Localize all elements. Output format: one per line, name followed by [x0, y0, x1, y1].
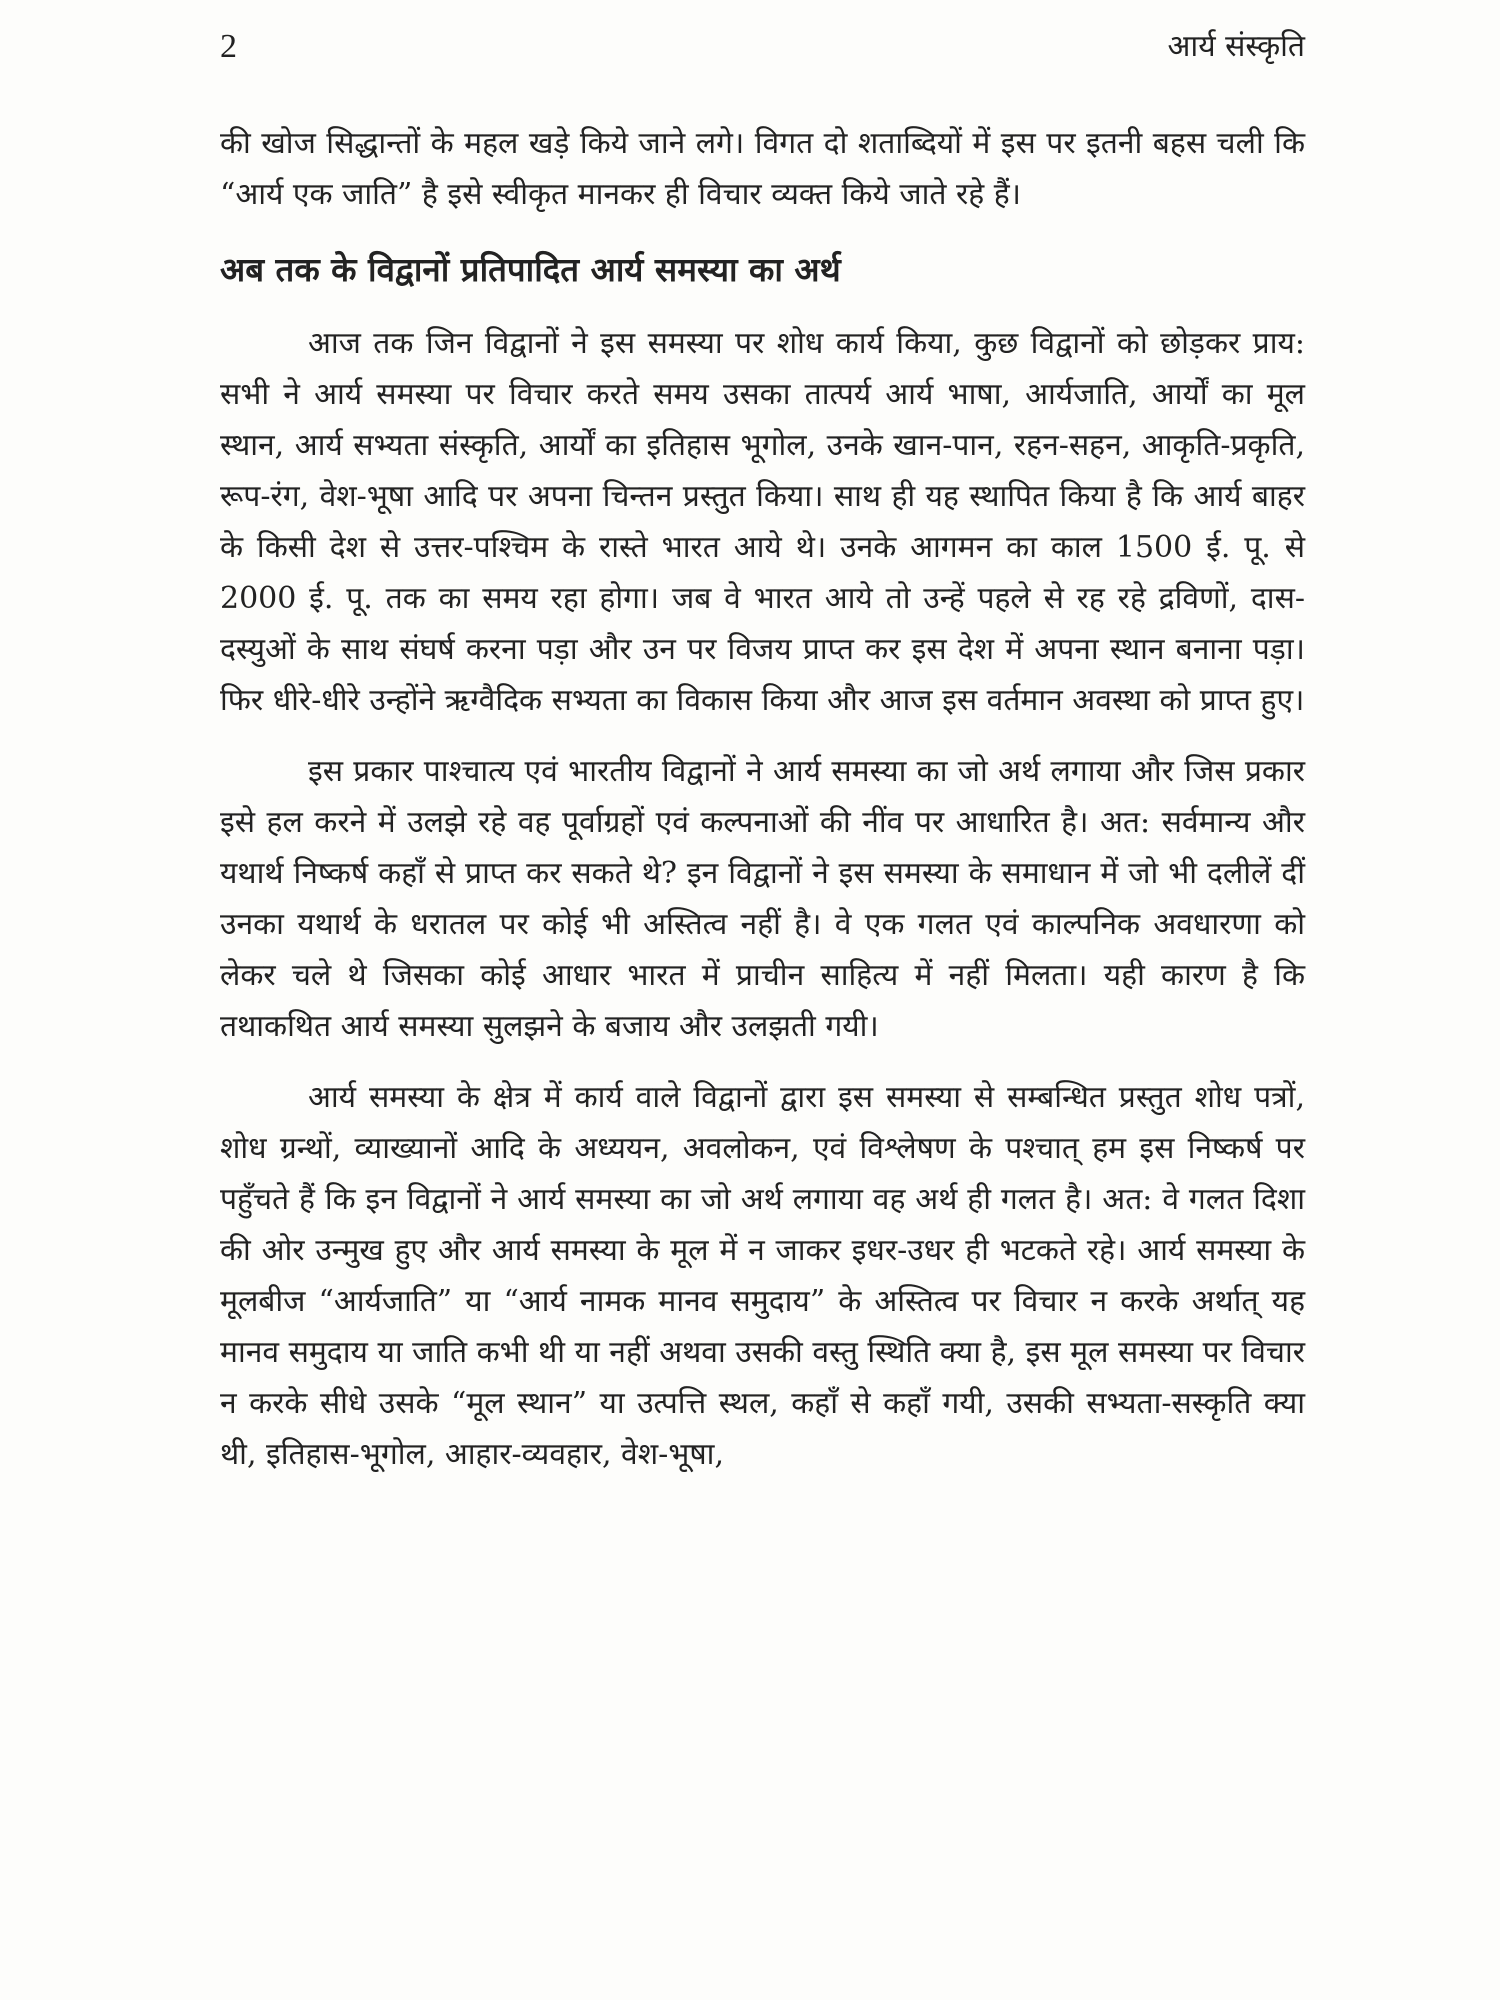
section-heading: अब तक के विद्वानों प्रतिपादित आर्य समस्या का अर्थ — [220, 250, 841, 289]
body-text — [220, 118, 1305, 1480]
paragraph-continued: की खोज सिद्धान्तों के महल खड़े किये जाने लगे। विगत दो शताब्दियों में इस पर इतनी बहस चली कि “आर्य एक जाति” है इसे स्वीकृत मानकर ही विचार व्यक्त किये जाते रहे हैं। — [220, 126, 1305, 212]
paragraph-gap — [220, 1052, 1305, 1072]
paragraph-gap — [220, 726, 1305, 746]
paragraph: आर्य समस्या के क्षेत्र में कार्य वाले विद्वानों द्वारा इस समस्या से सम्बन्धित प्रस्तुत शोध पत्रों, शोध ग्रन्थों, व्याख्यानों आदि के अध्ययन, अवलोकन, एवं विश्लेषण के पश्चात् हम इस निष्कर्ष पर पहुँचते हैं कि इन विद्वानों ने आर्य समस्या का जो अर्थ लगाया वह अर्थ ही गलत है। अत: वे गलत दिशा की ओर उन्मुख हुए और आर्य समस्या के मूल में न जाकर इधर-उधर ही भटकते रहे। आर्य समस्या के मूलबीज “आर्यजाति” या “आर्य नामक मानव समुदाय” के अस्तित्व पर विचार न करके अर्थात् यह मानव समुदाय या जाति कभी थी या नहीं अथवा उसकी वस्तु स्थिति क्या है, इस मूल समस्या पर विचार न करके सीधे उसके “मूल स्थान” या उत्पत्ति स्थल, कहाँ से कहाँ गयी, उसकी सभ्यता-सस्कृति क्या थी, इतिहास-भूगोल, आहार-व्यवहार, वेश-भूषा, — [220, 1080, 1305, 1472]
page-number: 2 — [220, 28, 237, 65]
paragraph: इस प्रकार पाश्चात्य एवं भारतीय विद्वानों ने आर्य समस्या का जो अर्थ लगाया और जिस प्रकार इसे हल करने में उलझे रहे वह पूर्वाग्रहों एवं कल्पनाओं की नींव पर आधारित है। अत: सर्वमान्य और यथार्थ निष्कर्ष कहाँ से प्राप्त कर सकते थे? इन विद्वानों ने इस समस्या के समाधान में जो भी दलीलें दीं उनका यथार्थ के धरातल पर कोई भी अस्तित्व नहीं है। वे एक गलत एवं काल्पनिक अवधारणा को लेकर चले थे जिसका कोई आधार भारत में प्राचीन साहित्य में नहीं मिलता। यही कारण है कि तथाकथित आर्य समस्या सुलझने के बजाय और उलझती गयी। — [220, 754, 1305, 1044]
paragraph: आज तक जिन विद्वानों ने इस समस्या पर शोध कार्य किया, कुछ विद्वानों को छोड़कर प्राय: सभी ने आर्य समस्या पर विचार करते समय उसका तात्पर्य आर्य भाषा, आर्यजाति, आर्यों का मूल स्थान, आर्य सभ्यता संस्कृति, आर्यों का इतिहास भूगोल, उनके खान-पान, रहन-सहन, आकृति-प्रकृति, रूप-रंग, वेश-भूषा आदि पर अपना चिन्तन प्रस्तुत किया। साथ ही यह स्थापित किया है कि आर्य बाहर के किसी देश से उत्तर-पश्चिम के रास्ते भारत आये थे। उनके आगमन का काल 1500 ई. पू. से 2000 ई. पू. तक का समय रहा होगा। जब वे भारत आये तो उन्हें पहले से रह रहे द्रविणों, दास-दस्युओं के साथ संघर्ष करना पड़ा और उन पर विजय प्राप्त कर इस देश में अपना स्थान बनाना पड़ा। फिर धीरे-धीरे उन्होंने ऋग्वैदिक सभ्यता का विकास किया और आज इस वर्तमान अवस्था को प्राप्त हुए। — [220, 326, 1305, 718]
running-title: आर्य संस्कृति — [1167, 29, 1305, 64]
page-header — [220, 22, 1305, 82]
